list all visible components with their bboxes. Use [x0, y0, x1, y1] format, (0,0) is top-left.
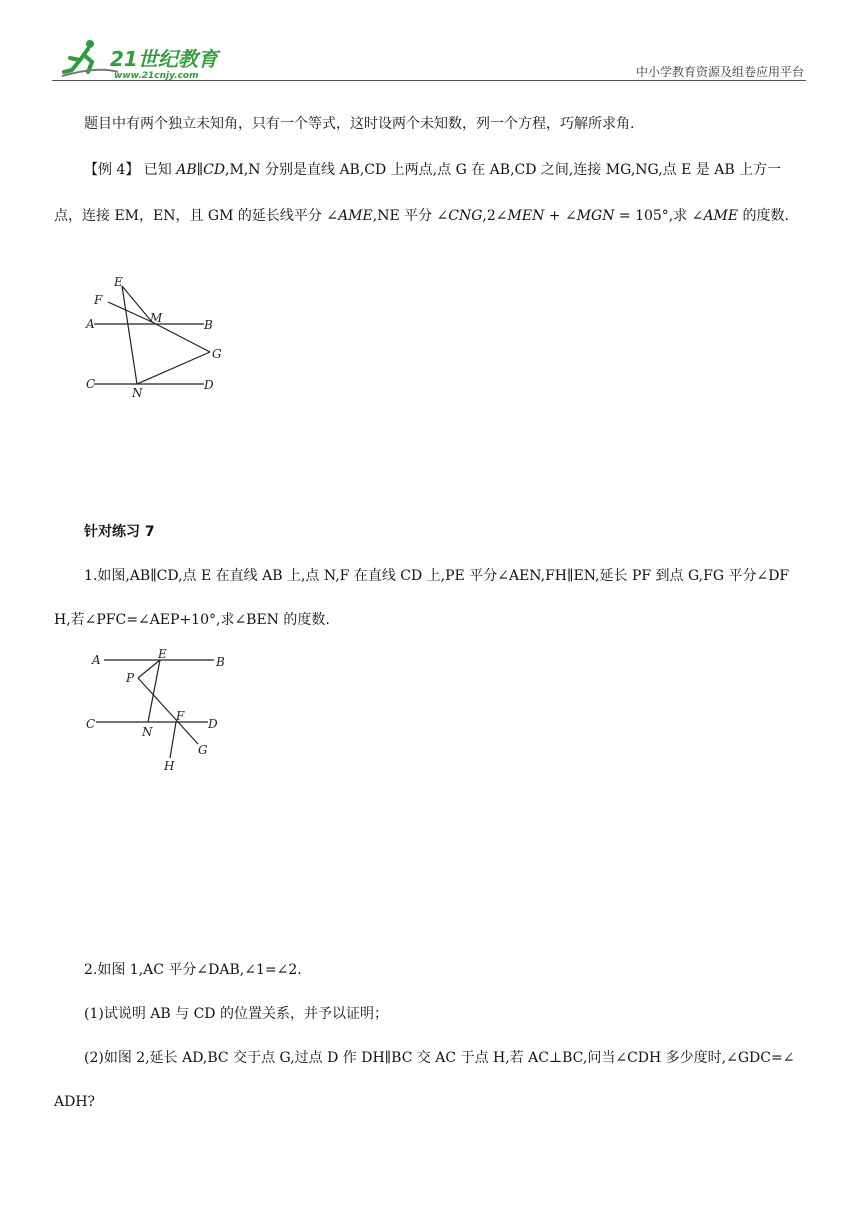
- label-c: C: [86, 377, 96, 391]
- label-a: A: [92, 653, 101, 667]
- example4-figure: [82, 272, 232, 402]
- intro-paragraph: 题目中有两个独立未知角，只有一个等式，这时设两个未知数，列一个方程，巧解所求角.: [84, 116, 635, 132]
- label-m: M: [150, 311, 163, 325]
- logo-url-text: www.21cnjy.com: [114, 71, 199, 80]
- label-f: F: [176, 709, 185, 723]
- example4-line1: 【例 4】 已知 𝐴𝐵∥𝐶𝐷,M,N 分别是直线 AB,CD 上两点,点 G 在 AB,CD 之间,连接 MG,NG,点 E 是 AB 上方一: [84, 162, 782, 178]
- label-e: E: [158, 647, 167, 661]
- label-d: D: [204, 378, 214, 392]
- example4-line2: 点，连接 EM，EN，且 GM 的延长线平分 ∠𝐴𝑀𝐸,NE 平分 ∠𝐶𝑁𝐺,2∠𝑀𝐸𝑁 + ∠𝑀𝐺𝑁 = 105°,求 ∠𝐴𝑀𝐸 的度数.: [54, 208, 790, 224]
- label-b: B: [204, 318, 213, 332]
- label-a: A: [86, 317, 95, 331]
- label-f: F: [94, 293, 103, 307]
- label-g: G: [198, 743, 208, 757]
- q1-line1: 1.如图,AB∥CD,点 E 在直线 AB 上,点 N,F 在直线 CD 上,PE 平分∠AEN,FH∥EN,延长 PF 到点 G,FG 平分∠DF: [84, 568, 790, 584]
- label-h: H: [164, 759, 175, 772]
- label-c: C: [86, 717, 96, 731]
- logo-main-text: 21世纪教育: [110, 47, 218, 71]
- q2-line2: (1)试说明 AB 与 CD 的位置关系，并予以证明；: [84, 1006, 388, 1022]
- segment-fm: [108, 302, 152, 322]
- segment-ng: [137, 352, 210, 384]
- practice-title: 针对练习 7: [84, 524, 155, 540]
- practice1-figure: [82, 646, 232, 772]
- label-p: P: [126, 671, 135, 685]
- header-platform-text: 中小学教育资源及组卷应用平台: [635, 65, 804, 79]
- q2-line4: ADH?: [54, 1094, 96, 1110]
- label-d: D: [208, 717, 218, 731]
- label-n: N: [142, 725, 153, 739]
- site-logo: [58, 38, 238, 80]
- q2-line3: (2)如图 2,延长 AD,BC 交于点 G,过点 D 作 DH∥BC 交 AC 于点 H,若 AC⊥BC,问当∠CDH 多少度时,∠GDC=∠: [84, 1050, 795, 1066]
- segment-mg: [152, 322, 210, 352]
- q2-line1: 2.如图 1,AC 平分∠DAB,∠1=∠2.: [84, 962, 302, 978]
- segment-fh: [170, 722, 176, 758]
- label-b: B: [216, 655, 225, 669]
- label-n: N: [132, 386, 143, 400]
- q1-line2: H,若∠PFC=∠AEP+10°,求∠BEN 的度数.: [54, 612, 330, 628]
- header-divider: [52, 80, 806, 81]
- label-g: G: [212, 347, 222, 361]
- label-e: E: [114, 275, 123, 289]
